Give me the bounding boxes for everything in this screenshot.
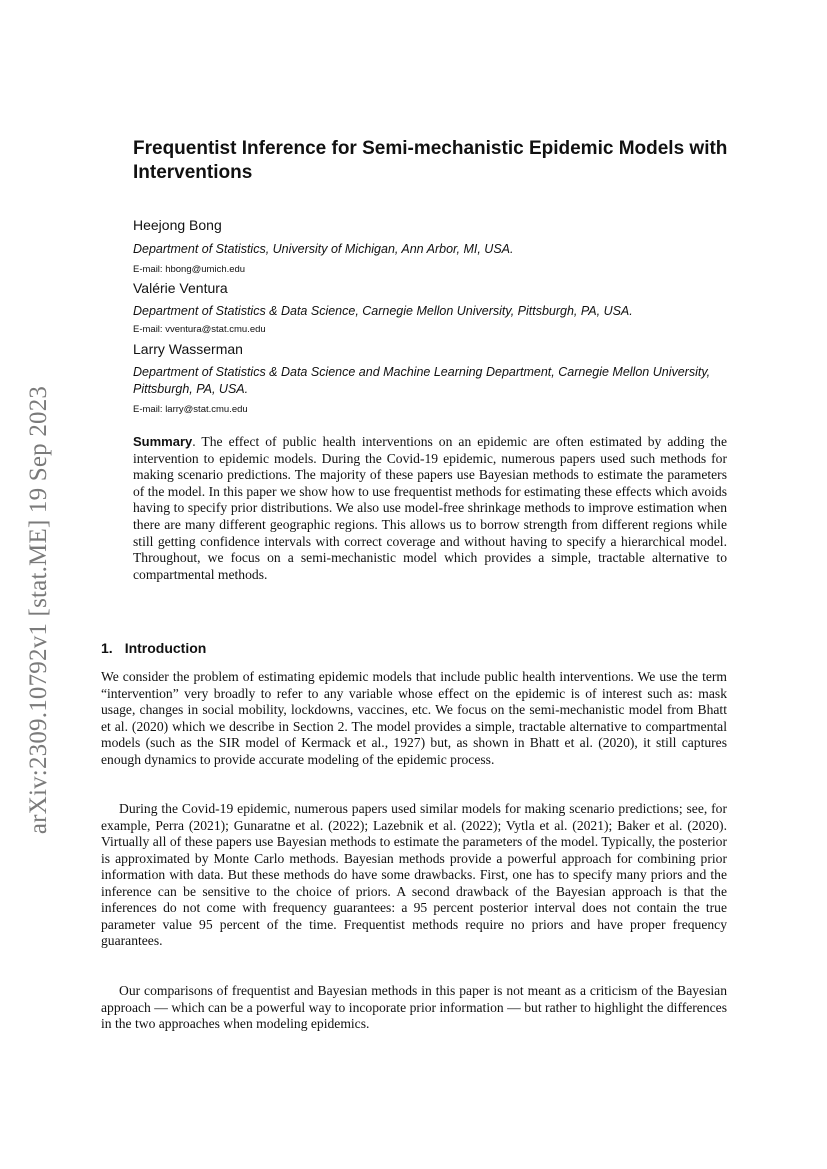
- body-paragraph: We consider the problem of estimating epidemic models that include public health interventions. We use the term “intervention” very broadly to refer to any variable whose effect on the epidemic is of interest such as: mask usage, changes in social mobility, lockdowns, vaccines, etc. We focus on the semi-mechanistic model from Bhatt et al. (2020) which we describe in Section 2. The model provides a simple, tractable alternative to compartmental models (such as the SIR model of Kermack et al., 1927) but, as shown in Bhatt et al. (2020), it still captures enough dynamics to provide accurate modeling of the epidemic process.: [101, 669, 727, 767]
- author-email: E-mail: hbong@umich.edu: [133, 264, 246, 275]
- abstract-text: . The effect of public health interventions on an epidemic are often estimated by adding the intervention to epidemic models. During the Covid-19 epidemic, numerous papers used such methods for making scenario predictions. The majority of these papers use Bayesian methods to estimate the parameters of the model. In this paper we show how to use frequentist methods for estimating these effects which avoids having to specify prior distributions. We also use model-free shrinkage methods to improve estimation when there are many different geographic regions. This allows us to borrow strength from different regions while still getting confidence intervals with correct coverage and without having to specify a hierarchical model. Throughout, we focus on a semi-mechanistic model which provides a simple, tractable alternative to compartmental methods.: [133, 434, 727, 582]
- body-paragraph: Our comparisons of frequentist and Bayesian methods in this paper is not meant as a criticism of the Bayesian approach — which can be a powerful way to incoporate prior information — but rather to highlight the differences in the two approaches when modeling epidemics.: [101, 983, 727, 1031]
- author-affiliation: Department of Statistics & Data Science, Carnegie Mellon University, Pittsburgh, PA, USA.: [133, 304, 633, 318]
- author-affiliation: Department of Statistics, University of Michigan, Ann Arbor, MI, USA.: [133, 242, 514, 256]
- section-heading: [101, 640, 206, 656]
- arxiv-identifier: arXiv:2309.10792v1 [stat.ME] 19 Sep 2023: [25, 385, 52, 835]
- paper-title: Frequentist Inference for Semi-mechanistic Epidemic Models with Interventions: [133, 138, 728, 183]
- section-number: 1.: [101, 640, 113, 656]
- abstract-label: Summary: [133, 434, 193, 449]
- arxiv-sidebar-stamp: [14, 350, 64, 870]
- body-paragraph: During the Covid-19 epidemic, numerous papers used similar models for making scenario predictions; see, for example, Perra (2021); Gunaratne et al. (2022); Lazebnik et al. (2022); Vytla et al. (2021); Baker et al. (2020). Virtually all of these papers use Bayesian methods to estimate the parameters of the model. Typically, the posterior is approximated by Monte Carlo methods. Bayesian methods provide a powerful approach for combining prior information with data. But these methods do have some drawbacks. First, one has to specify many priors and the inference can be sensitive to the choice of priors. A second drawback of the Bayesian approach is that the inferences do not come with frequency guarantees: a 95 percent posterior interval does not contain the true parameter value 95 percent of the time. Frequentist methods require no priors and have proper frequency guarantees.: [101, 801, 727, 948]
- section-title: Introduction: [124, 640, 207, 656]
- author-email: E-mail: vventura@stat.cmu.edu: [133, 324, 266, 335]
- author-name: Heejong Bong: [133, 217, 222, 233]
- author-affiliation: Department of Statistics & Data Science and Machine Learning Department, Carnegie Mellon University, Pittsburgh, PA, USA.: [133, 365, 711, 396]
- abstract: [133, 434, 727, 583]
- author-name: Valérie Ventura: [133, 280, 228, 296]
- author-email: E-mail: larry@stat.cmu.edu: [133, 404, 248, 415]
- author-name: Larry Wasserman: [133, 341, 243, 357]
